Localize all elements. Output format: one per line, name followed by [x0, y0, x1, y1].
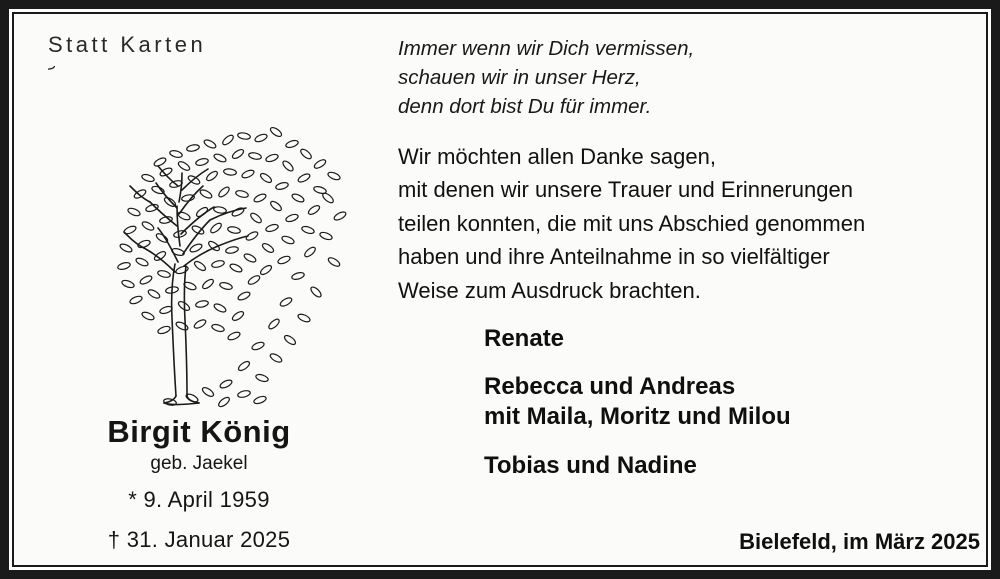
deceased-block: [14, 414, 384, 555]
family-group: [484, 372, 984, 432]
right-column: [396, 14, 986, 565]
thanks-line: Weise zum Ausdruck brachten.: [398, 277, 701, 303]
thanks-line: haben und ihre Anteilnahme in so vielfältiger: [398, 244, 830, 270]
family-group: [484, 451, 984, 481]
card-content: [14, 14, 986, 565]
place-and-date: Bielefeld, im März 2025: [739, 529, 980, 554]
thanks-block: [398, 140, 981, 307]
deceased-maiden-name: geb. Jaekel: [150, 452, 248, 474]
thanks-line: teilen konnten, die mit uns Abschied genommen: [398, 210, 866, 236]
birth-date: * 9. April 1959: [128, 487, 270, 513]
statt-karten-heading: Statt Karten: [48, 32, 207, 57]
deceased-name: Birgit König: [107, 414, 291, 449]
poem-block: [398, 34, 978, 121]
poem-line: denn dort bist Du für immer.: [398, 95, 652, 119]
family-name-line: Renate: [484, 325, 565, 352]
family-name-line: Rebecca und Andreas: [484, 373, 736, 401]
family-name-line: mit Maila, Moritz und Milou: [484, 403, 791, 431]
family-name-line: Tobias und Nadine: [484, 451, 697, 479]
poem-line: schauen wir in unser Herz,: [398, 66, 641, 90]
thanks-line: mit denen wir unsere Trauer und Erinnerungen: [398, 177, 853, 203]
windblown-tree-icon: [48, 66, 358, 411]
family-group: [484, 324, 984, 354]
family-block: [484, 324, 984, 499]
left-column: [14, 14, 384, 565]
poem-line: Immer wenn wir Dich vermissen,: [398, 37, 695, 60]
thanks-line: Wir möchten allen Danke sagen,: [398, 144, 716, 169]
death-date: † 31. Januar 2025: [107, 527, 291, 553]
